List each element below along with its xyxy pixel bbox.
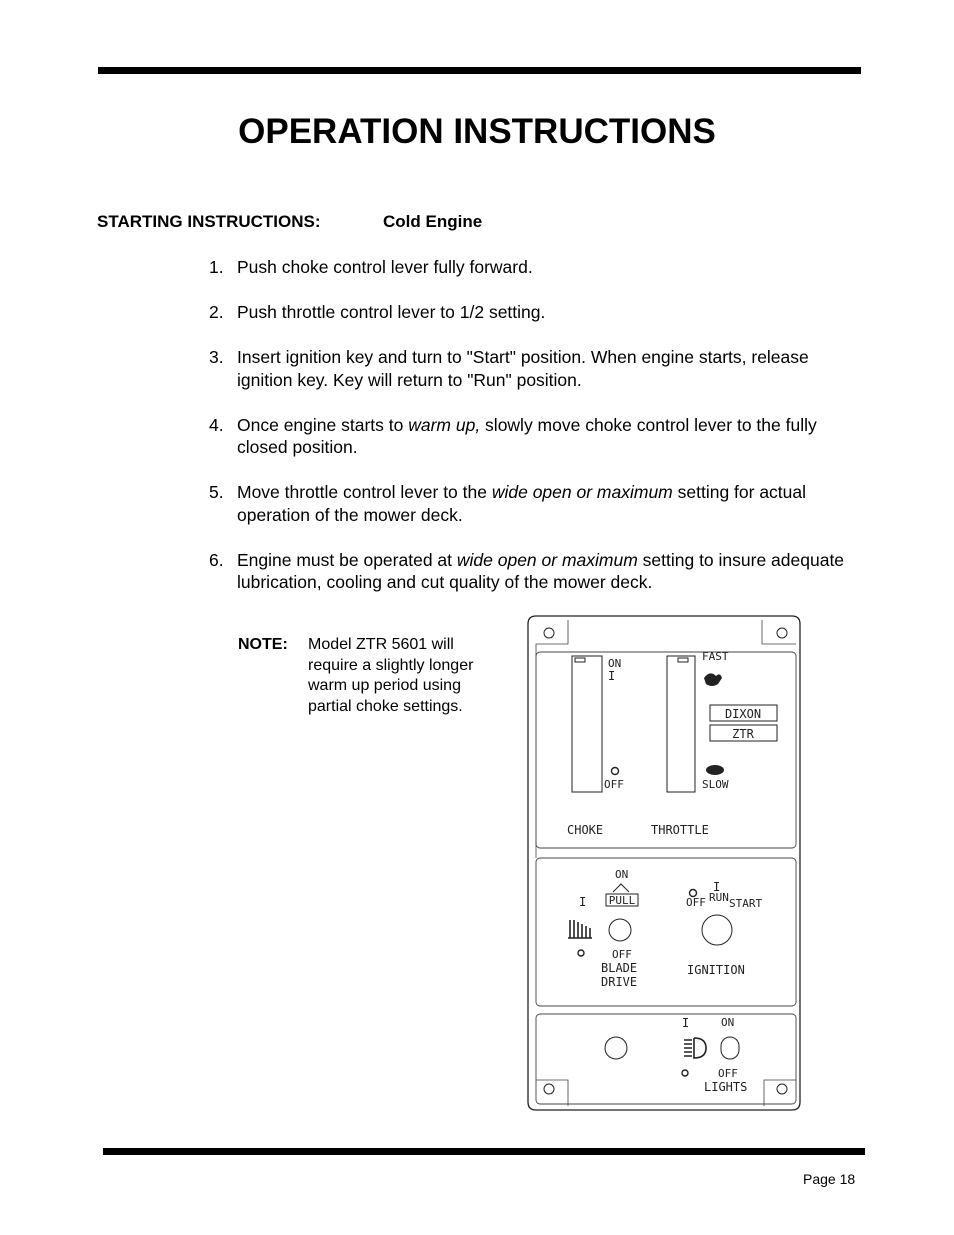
page-title: OPERATION INSTRUCTIONS xyxy=(238,112,716,151)
throttle-lever-slot xyxy=(667,656,695,792)
lights-switch xyxy=(721,1037,739,1059)
mounting-hole xyxy=(777,628,787,638)
lights-label: LIGHTS xyxy=(704,1080,748,1094)
mounting-hole xyxy=(544,1084,554,1094)
choke-off-label: OFF xyxy=(604,778,624,791)
choke-throttle-section xyxy=(536,652,796,848)
ign-off-label: OFF xyxy=(686,896,706,909)
lights-section xyxy=(536,1014,796,1104)
note-text: Model ZTR 5601 will require a slightly longer warm up period using partial choke settings. xyxy=(308,636,474,715)
throttle-lever-handle xyxy=(678,658,688,662)
lights-on-label: ON xyxy=(721,1016,735,1029)
lights-off-label: OFF xyxy=(718,1067,738,1080)
off-symbol xyxy=(682,1070,688,1076)
page-number: Page 18 xyxy=(803,1171,856,1187)
step-5: 5. Move throttle control lever to the wide open or maximum setting for actual operation of the mower deck. xyxy=(209,482,807,525)
panel-outline xyxy=(528,616,800,1110)
brand-label: DIXON xyxy=(724,707,762,721)
off-symbol xyxy=(578,950,584,956)
choke-lever-handle xyxy=(575,658,585,662)
choke-lever-slot xyxy=(572,656,602,792)
instruction-steps xyxy=(209,256,859,616)
panel-inner-edge xyxy=(536,620,568,858)
blade-ignition-section xyxy=(536,858,796,1006)
step-3: 3. Insert ignition key and turn to "Start" position. When engine starts, release ignition key. Key will return to "Run" position. xyxy=(209,347,809,390)
emphasis: wide open or maximum xyxy=(491,482,673,502)
on-symbol: I xyxy=(608,669,616,683)
step-1: 1. Push choke control lever fully forward. xyxy=(209,257,533,277)
headlight-icon xyxy=(684,1038,706,1058)
throttle-slow-label: SLOW xyxy=(702,778,729,791)
top-rule xyxy=(98,67,861,74)
arrow-up-icon xyxy=(613,884,629,892)
rabbit-icon xyxy=(704,673,722,686)
turtle-icon xyxy=(706,765,724,775)
mounting-hole xyxy=(544,628,554,638)
pull-on-label: ON xyxy=(615,868,629,881)
ign-run-label: RUN xyxy=(709,891,729,904)
step-4: 4. Once engine starts to warm up, slowly move choke control lever to the fully closed position. xyxy=(209,414,817,457)
blade-drive-label-2: DRIVE xyxy=(601,975,638,989)
pull-label: PULL xyxy=(608,894,636,907)
step-6: 6. Engine must be operated at wide open or maximum setting to insure adequate lubrication, cooling and cut quality of the mower deck. xyxy=(209,549,845,592)
emphasis: warm up, xyxy=(408,414,481,435)
step-2: 2. Push throttle control lever to 1/2 setting. xyxy=(209,302,546,322)
panel-inner-edge xyxy=(762,620,796,644)
bottom-rule xyxy=(103,1148,865,1155)
accessory-knob xyxy=(605,1037,627,1059)
on-symbol: I xyxy=(713,880,721,894)
on-symbol: I xyxy=(579,895,587,909)
note-block xyxy=(238,635,508,717)
note-label: NOTE: xyxy=(238,636,288,653)
on-symbol: I xyxy=(682,1016,690,1030)
mounting-hole xyxy=(777,1084,787,1094)
choke-label: CHOKE xyxy=(567,823,604,837)
section-subheading: Cold Engine xyxy=(383,212,483,231)
control-panel-diagram xyxy=(524,608,806,1118)
ign-start-label: START xyxy=(729,897,763,910)
model-label: ZTR xyxy=(732,727,754,741)
blade-drive-knob xyxy=(609,919,631,941)
throttle-label: THROTTLE xyxy=(651,823,709,837)
ignition-switch xyxy=(702,915,732,945)
ignition-label: IGNITION xyxy=(687,963,745,977)
choke-on-label: ON xyxy=(608,657,622,670)
emphasis: wide open or maximum xyxy=(456,549,638,570)
blade-icon xyxy=(568,920,592,938)
section-heading: STARTING INSTRUCTIONS: xyxy=(97,212,321,231)
off-symbol xyxy=(612,768,619,775)
pull-off-label: OFF xyxy=(612,948,632,961)
blade-drive-label-1: BLADE xyxy=(601,961,638,975)
throttle-fast-label: FAST xyxy=(702,650,729,663)
